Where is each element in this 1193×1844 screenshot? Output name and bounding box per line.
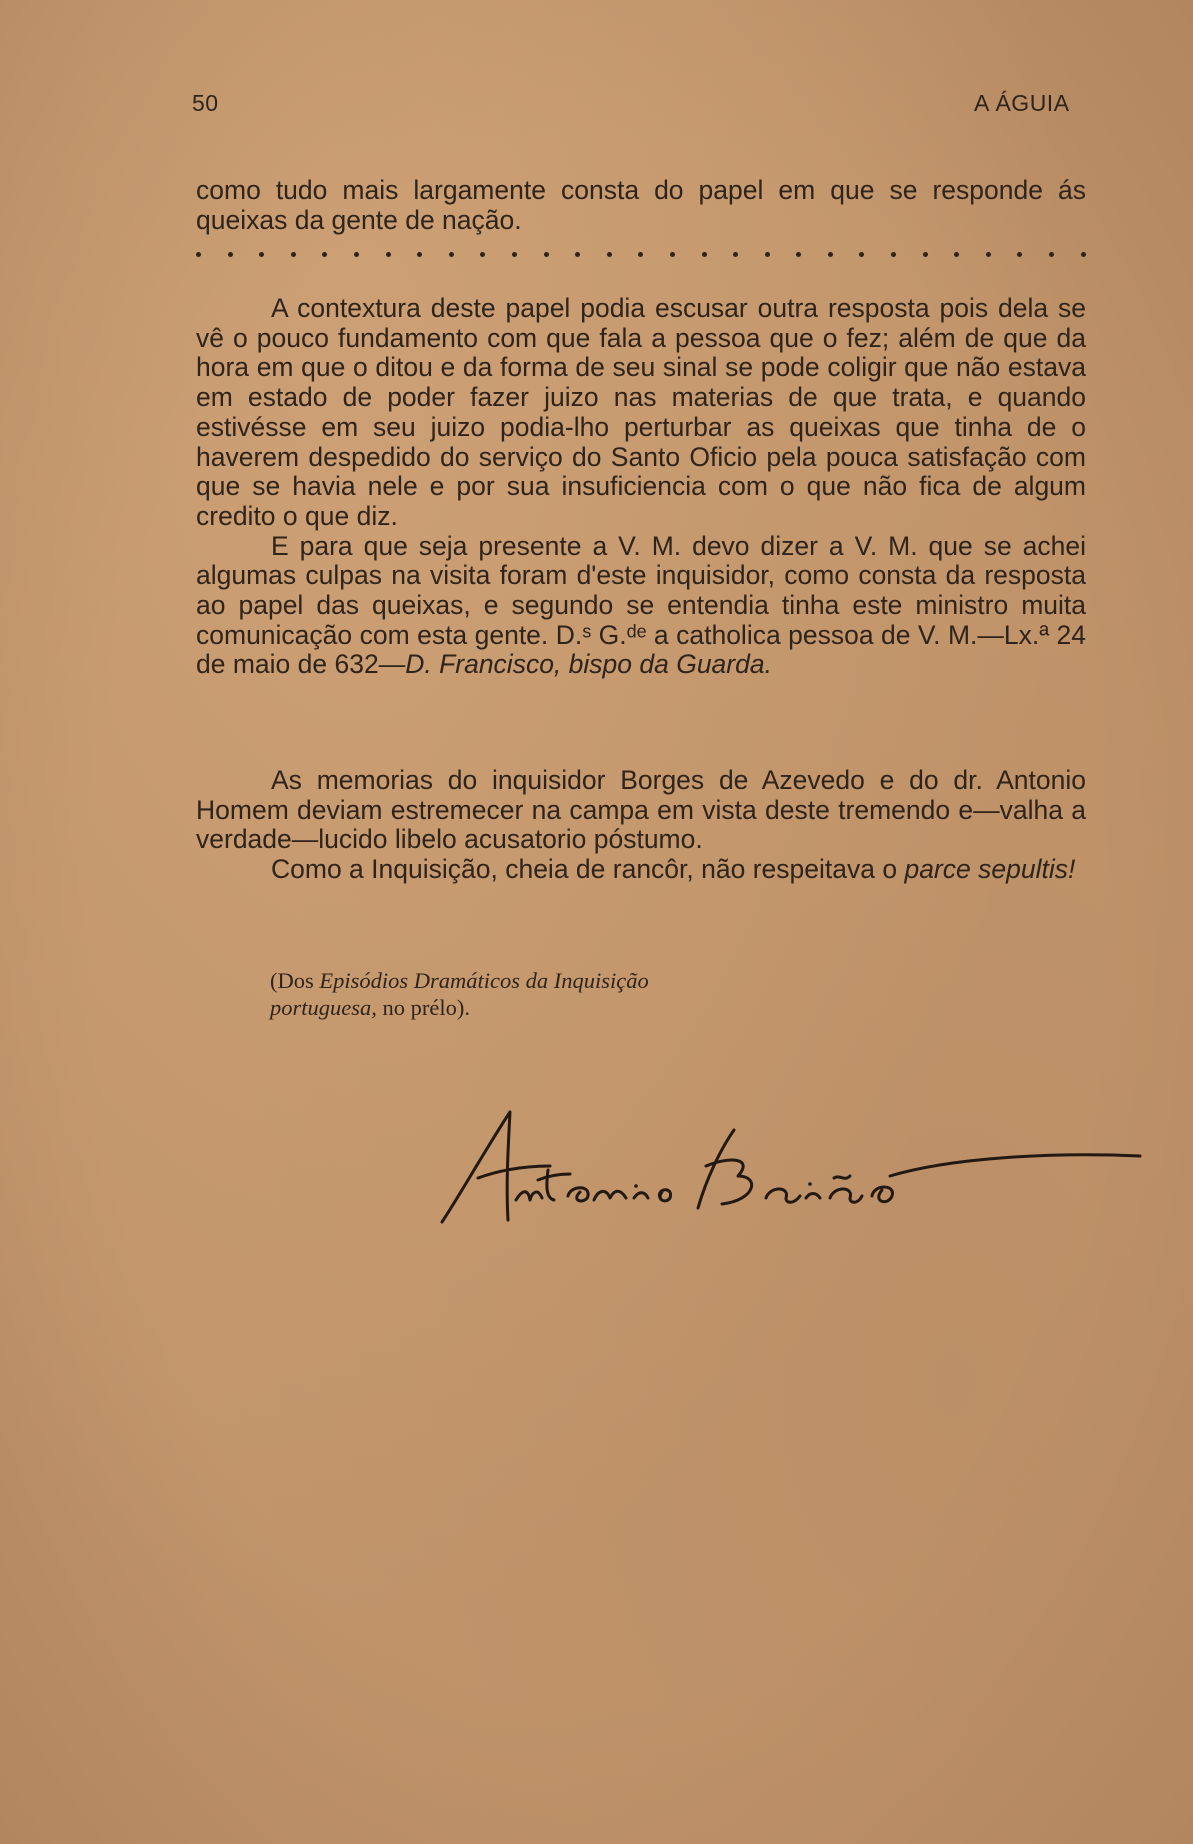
- ellipsis-divider: [196, 252, 1086, 257]
- paragraph-3-text: E para que seja presente a V. M. devo dizer a V. M. que se achei algumas culpas na visita foram d'este inquisidor, como consta da resposta ao papel das queixas, e segundo se entendia tinha este ministro muita comunicação com esta gente. D.ˢ G.ᵈᵉ a catholica pessoa de V. M.—Lx.ª 24 de maio de 632—: [196, 530, 1086, 680]
- paragraph-1: [196, 176, 1086, 235]
- paragraph-2: A contextura deste papel podia escusar outra resposta pois dela se vê o pouco fundamento com que fala a pessoa que o fez; além de que da hora em que o ditou e da forma de seu sinal se pode coligir que não estava em estado de poder fazer juizo nas materias de que trata, e quando estivésse em seu juizo podia-lho perturbar as queixas que tinha de o haverem despedido do serviço do Santo Oficio pela pouca satisfação com que se havia nele e por sua insuficiencia com o que não fica de algum credito o que diz.: [196, 293, 1086, 531]
- source-work-title: Episódios Dramáticos da Inquisição portuguesa,: [270, 968, 649, 1020]
- paragraph-3: [196, 532, 1086, 681]
- latin-phrase: parce sepultis!: [904, 854, 1076, 885]
- source-note-open: (Dos: [270, 968, 320, 993]
- paragraph-group-2: [196, 294, 1086, 680]
- running-header: A ÁGUIA: [974, 90, 1070, 116]
- paragraph-4: As memorias do inquisidor Borges de Azevedo e do dr. Antonio Homem deviam estremecer na campa em vista deste tremendo e—valha a verdade—lucido libelo acusatorio póstumo.: [196, 765, 1086, 855]
- paragraph-5-text: Como a Inquisição, cheia de rancôr, não respeitava o: [271, 854, 905, 885]
- source-note: [270, 967, 670, 1021]
- page-number: 50: [192, 90, 219, 116]
- source-note-close: no prélo).: [376, 995, 470, 1020]
- paragraph-1-text: como tudo mais largamente consta do papel em que se responde ás queixas da gente de nação.: [196, 175, 1086, 235]
- paragraph-5: [196, 855, 1086, 885]
- signer-name: D. Francisco, bispo da Guarda.: [405, 649, 772, 680]
- paragraph-group-3: [196, 766, 1086, 885]
- handwritten-signature: [430, 1100, 1150, 1240]
